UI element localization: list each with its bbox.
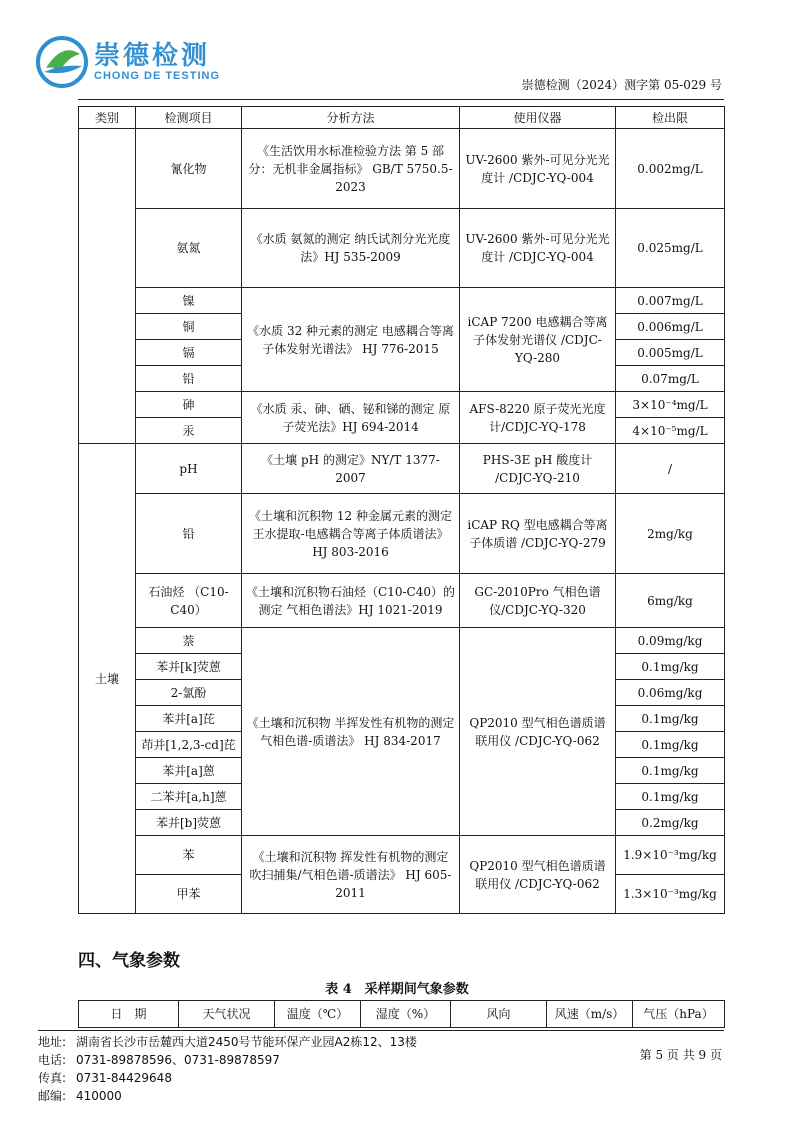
fax-value: 0731-84429648 <box>76 1071 172 1085</box>
category-cell-water <box>79 129 136 444</box>
fax-label: 传真: <box>38 1071 67 1085</box>
table-row <box>79 628 725 654</box>
header-method: 分析方法 <box>242 107 460 129</box>
method-cell: 《水质 氨氮的测定 纳氏试剂分光光度法》HJ 535-2009 <box>242 209 460 288</box>
address-value: 湖南省长沙市岳麓西大道2450号节能环保产业园A2栋12、13楼 <box>76 1035 417 1049</box>
method-cell: 《水质 32 种元素的测定 电感耦合等离子体发射光谱法》 HJ 776-2015 <box>242 288 460 392</box>
logo-chinese: 崇德检测 <box>94 41 211 71</box>
table-row <box>79 209 725 288</box>
item-cell: 苯并[a]蒽 <box>136 758 242 784</box>
header-item: 检测项目 <box>136 107 242 129</box>
postcode-value: 410000 <box>76 1089 122 1103</box>
header-wind-direction: 风向 <box>451 1001 547 1028</box>
item-cell: 苯 <box>136 836 242 875</box>
item-cell: pH <box>136 444 242 494</box>
limit-cell: 0.006mg/L <box>616 314 725 340</box>
header-date: 日 期 <box>79 1001 179 1028</box>
logo-english: CHONG DE TESTING <box>94 70 221 82</box>
table-row <box>79 444 725 494</box>
header-category: 类别 <box>79 107 136 129</box>
footer-divider <box>38 1030 724 1031</box>
limit-cell: 1.9×10⁻³mg/kg <box>616 836 725 875</box>
table-row <box>79 129 725 209</box>
table-header-row <box>79 107 725 129</box>
limit-cell: 0.025mg/L <box>616 209 725 288</box>
item-cell: 砷 <box>136 392 242 418</box>
limit-cell: 0.1mg/kg <box>616 784 725 810</box>
header-temperature: 温度（℃） <box>275 1001 361 1028</box>
leaf-logo-icon <box>36 36 88 88</box>
section-title: 四、气象参数 <box>78 951 180 971</box>
limit-cell: 2mg/kg <box>616 494 725 574</box>
instrument-cell: QP2010 型气相色谱质谱联用仪 /CDJC-YQ-062 <box>460 836 616 914</box>
weather-parameters-table <box>78 1000 725 1028</box>
item-cell: 铜 <box>136 314 242 340</box>
category-cell-soil: 土壤 <box>79 444 136 914</box>
footer-contact <box>38 1033 417 1105</box>
company-logo <box>36 36 220 88</box>
instrument-cell: QP2010 型气相色谱质谱联用仪 /CDJC-YQ-062 <box>460 628 616 836</box>
item-cell: 2-氯酚 <box>136 680 242 706</box>
instrument-cell: UV-2600 紫外-可见分光光度计 /CDJC-YQ-004 <box>460 129 616 209</box>
item-cell: 苯并[k]荧蒽 <box>136 654 242 680</box>
header-humidity: 湿度（%） <box>361 1001 451 1028</box>
limit-cell: 0.1mg/kg <box>616 654 725 680</box>
item-cell: 苯并[b]荧蒽 <box>136 810 242 836</box>
header-wind-speed: 风速（m/s） <box>547 1001 633 1028</box>
page-number: 第 5 页 共 9 页 <box>639 1048 722 1062</box>
limit-cell: 0.1mg/kg <box>616 706 725 732</box>
item-cell: 氰化物 <box>136 129 242 209</box>
item-cell: 苯并[a]芘 <box>136 706 242 732</box>
instrument-cell: AFS-8220 原子荧光光度计/CDJC-YQ-178 <box>460 392 616 444</box>
header-limit: 检出限 <box>616 107 725 129</box>
method-cell: 《土壤和沉积物 挥发性有机物的测定 吹扫捕集/气相色谱-质谱法》 HJ 605-2011 <box>242 836 460 914</box>
report-number: 崇德检测（2024）测字第 05-029 号 <box>521 78 722 92</box>
method-cell: 《土壤和沉积物 12 种金属元素的测定 王水提取-电感耦合等离子体质谱法》HJ 803-2016 <box>242 494 460 574</box>
limit-cell: 0.2mg/kg <box>616 810 725 836</box>
item-cell: 铅 <box>136 366 242 392</box>
header-instrument: 使用仪器 <box>460 107 616 129</box>
table-row <box>79 494 725 574</box>
item-cell: 镉 <box>136 340 242 366</box>
phone-value: 0731-89878596、0731-89878597 <box>76 1053 280 1067</box>
phone-label: 电话: <box>38 1053 67 1067</box>
table-row <box>79 836 725 875</box>
limit-cell: 0.06mg/kg <box>616 680 725 706</box>
limit-cell: / <box>616 444 725 494</box>
item-cell: 甲苯 <box>136 875 242 914</box>
instrument-cell: PHS-3E pH 酸度计 /CDJC-YQ-210 <box>460 444 616 494</box>
item-cell: 汞 <box>136 418 242 444</box>
item-cell: 二苯并[a,h]蒽 <box>136 784 242 810</box>
table-row <box>79 288 725 314</box>
limit-cell: 0.09mg/kg <box>616 628 725 654</box>
limit-cell: 0.07mg/L <box>616 366 725 392</box>
item-cell: 氨氮 <box>136 209 242 288</box>
limit-cell: 0.002mg/L <box>616 129 725 209</box>
header-divider <box>78 99 724 100</box>
instrument-cell: UV-2600 紫外-可见分光光度计 /CDJC-YQ-004 <box>460 209 616 288</box>
item-cell: 镍 <box>136 288 242 314</box>
item-cell: 石油烃 （C10-C40） <box>136 574 242 628</box>
method-cell: 《土壤 pH 的测定》NY/T 1377-2007 <box>242 444 460 494</box>
table-row <box>79 574 725 628</box>
header-pressure: 气压（hPa） <box>633 1001 725 1028</box>
instrument-cell: GC-2010Pro 气相色谱仪/CDJC-YQ-320 <box>460 574 616 628</box>
method-cell: 《土壤和沉积物 半挥发性有机物的测定气相色谱-质谱法》 HJ 834-2017 <box>242 628 460 836</box>
detection-methods-table <box>78 106 725 914</box>
limit-cell: 0.005mg/L <box>616 340 725 366</box>
header-weather: 天气状况 <box>179 1001 275 1028</box>
table-header-row <box>79 1001 725 1028</box>
limit-cell: 1.3×10⁻³mg/kg <box>616 875 725 914</box>
postcode-label: 邮编: <box>38 1089 67 1103</box>
method-cell: 《生活饮用水标准检验方法 第 5 部分：无机非金属指标》 GB/T 5750.5-2023 <box>242 129 460 209</box>
limit-cell: 0.007mg/L <box>616 288 725 314</box>
method-cell: 《土壤和沉积物石油烃（C10-C40）的测定 气相色谱法》HJ 1021-2019 <box>242 574 460 628</box>
instrument-cell: iCAP 7200 电感耦合等离子体发射光谱仪 /CDJC-YQ-280 <box>460 288 616 392</box>
instrument-cell: iCAP RQ 型电感耦合等离子体质谱 /CDJC-YQ-279 <box>460 494 616 574</box>
limit-cell: 3×10⁻⁴mg/L <box>616 392 725 418</box>
item-cell: 铅 <box>136 494 242 574</box>
table-row <box>79 392 725 418</box>
table-caption: 表 4 采样期间气象参数 <box>325 982 469 997</box>
limit-cell: 4×10⁻⁵mg/L <box>616 418 725 444</box>
item-cell: 萘 <box>136 628 242 654</box>
address-label: 地址: <box>38 1035 67 1049</box>
limit-cell: 0.1mg/kg <box>616 758 725 784</box>
method-cell: 《水质 汞、砷、硒、铋和锑的测定 原子荧光法》HJ 694-2014 <box>242 392 460 444</box>
limit-cell: 6mg/kg <box>616 574 725 628</box>
item-cell: 茚并[1,2,3-cd]芘 <box>136 732 242 758</box>
limit-cell: 0.1mg/kg <box>616 732 725 758</box>
